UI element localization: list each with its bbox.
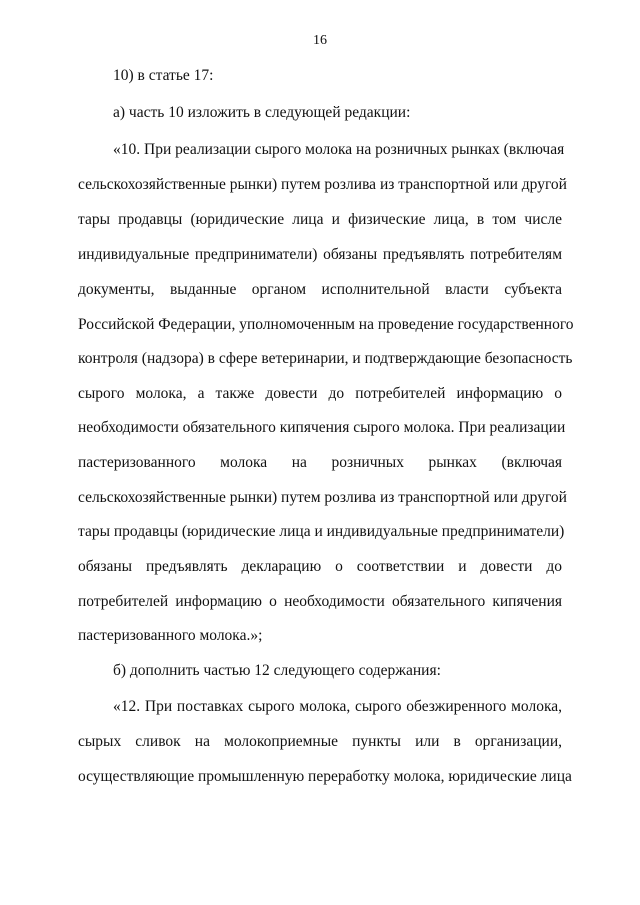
text-line: необходимости обязательного кипячения сырого молока. При реализации	[78, 419, 566, 436]
item-10-heading: 10) в статье 17:	[113, 67, 214, 84]
text-line: «10. При реализации сырого молока на розничных рынках (включая	[113, 141, 565, 158]
text-line: сельскохозяйственные рынки) путем розлива из транспортной или другой	[78, 489, 567, 506]
text-line: документы, выданные органом исполнительной власти субъекта	[78, 281, 562, 298]
text-line: осуществляющие промышленную переработку молока, юридические лица	[78, 768, 572, 785]
page-number: 16	[313, 33, 327, 48]
subitem-b-heading: б) дополнить частью 12 следующего содержания:	[113, 662, 441, 679]
text-line: индивидуальные предприниматели) обязаны предъявлять потребителям	[78, 246, 562, 263]
text-line: контроля (надзора) в сфере ветеринарии, и подтверждающие безопасность	[78, 350, 573, 367]
text-line: сельскохозяйственные рынки) путем розлива из транспортной или другой	[78, 176, 567, 193]
text-line: потребителей информацию о необходимости обязательного кипячения	[78, 593, 562, 610]
text-line: сырого молока, а также довести до потребителей информацию о	[78, 385, 562, 402]
text-line: Российской Федерации, уполномоченным на проведение государственного	[78, 316, 574, 333]
text-line: пастеризованного молока на розничных рынках (включая	[78, 454, 562, 471]
text-line: тары продавцы (юридические лица и физические лица, в том числе	[78, 211, 562, 228]
text-line: обязаны предъявлять декларацию о соответствии и довести до	[78, 558, 562, 575]
text-line: сырых сливок на молокоприемные пункты или в организации,	[78, 733, 562, 750]
text-line: тары продавцы (юридические лица и индивидуальные предприниматели)	[78, 523, 565, 540]
subitem-a-heading: а) часть 10 изложить в следующей редакции:	[113, 104, 411, 121]
text-line: пастеризованного молока.»;	[78, 627, 263, 644]
text-line: «12. При поставках сырого молока, сырого обезжиренного молока,	[113, 698, 562, 715]
